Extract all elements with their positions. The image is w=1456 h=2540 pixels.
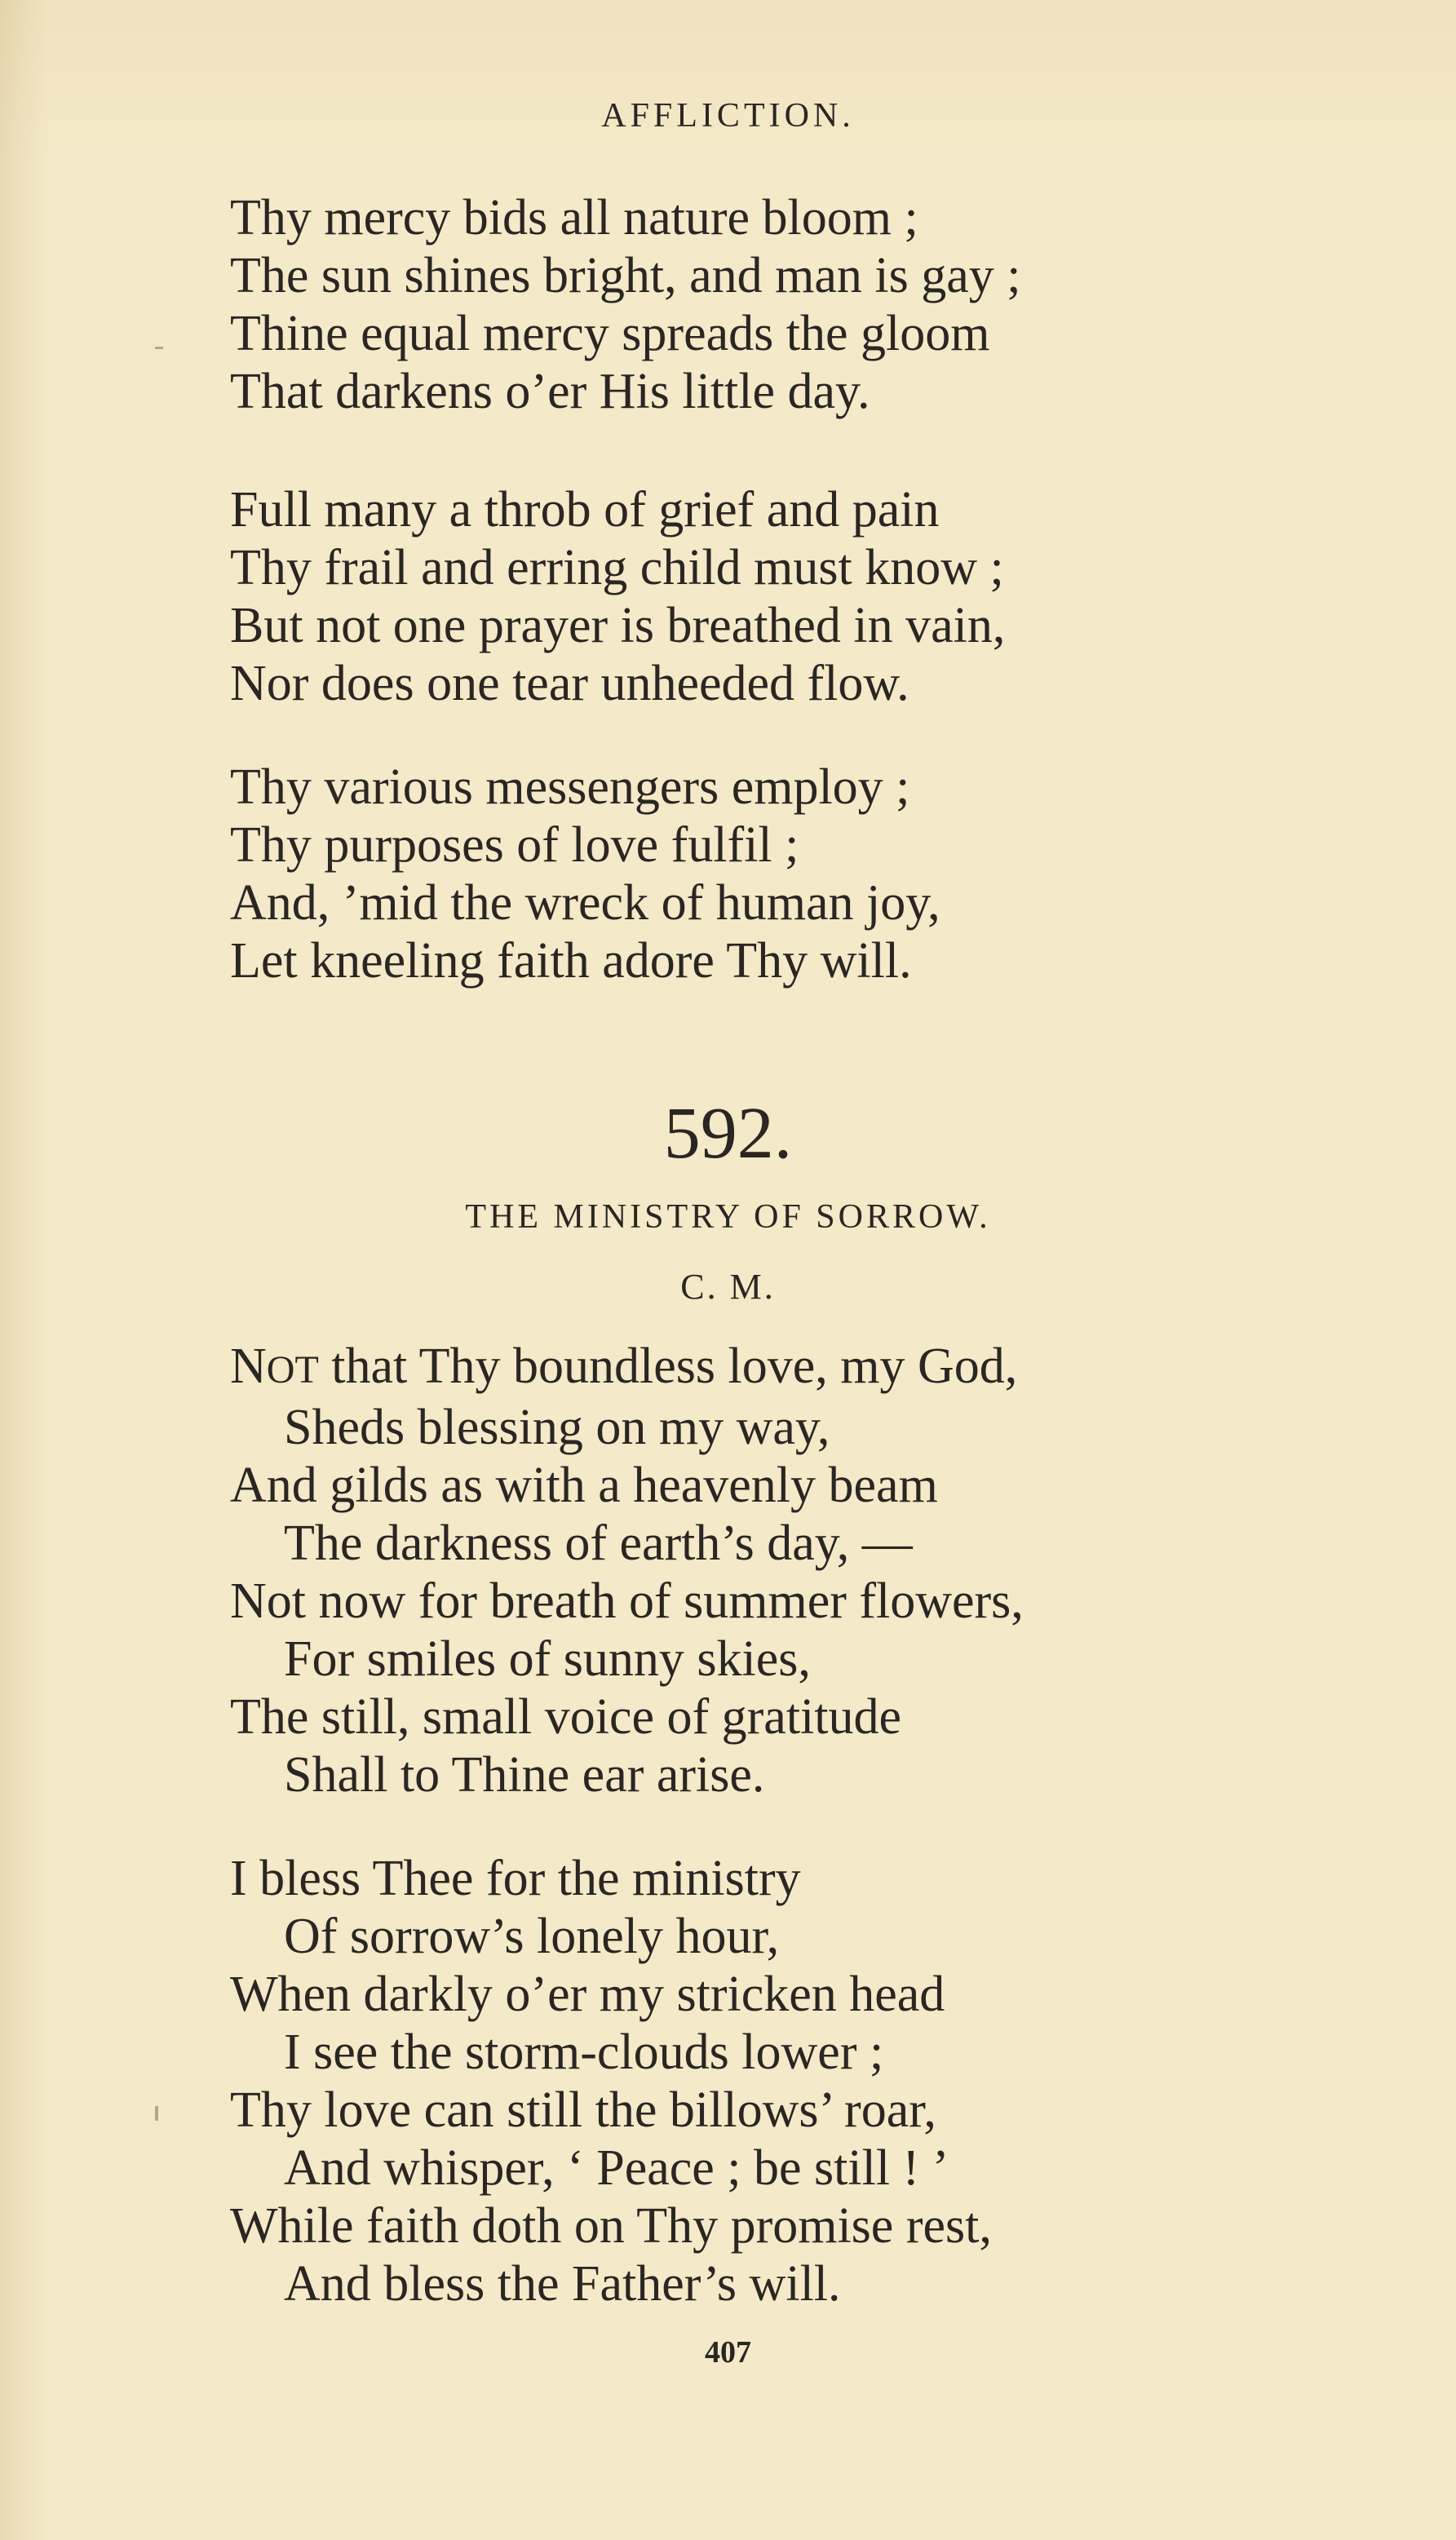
verse-line: While faith doth on Thy promise rest,	[230, 2198, 992, 2254]
hymn-title: THE MINISTRY OF SORROW.	[465, 1198, 991, 1236]
verse-line: I see the storm-clouds lower ;	[284, 2024, 884, 2080]
first-line-rest: that Thy boundless love, my God,	[318, 1339, 1018, 1394]
page-number: 407	[705, 2335, 751, 2370]
verse-line: When darkly o’er my stricken head	[230, 1967, 945, 2022]
verse-line: And bless the Father’s will.	[284, 2256, 841, 2312]
verse-line: Of sorrow’s lonely hour,	[284, 1909, 780, 1964]
small-caps-word: OT	[266, 1348, 319, 1392]
verse-line: Not now for breath of summer flowers,	[230, 1573, 1024, 1629]
verse-line: Thy frail and erring child must know ;	[230, 540, 1004, 595]
verse-line: Nor does one tear unheeded flow.	[230, 656, 909, 711]
verse-line: That darkens o’er His little day.	[230, 364, 870, 419]
verse-line	[230, 1338, 1024, 1399]
running-head: AFFLICTION.	[601, 97, 855, 135]
verse-line: Thine equal mercy spreads the gloom	[230, 306, 990, 361]
verse-line: Let kneeling faith adore Thy will.	[230, 933, 912, 989]
verse-line: Thy purposes of love fulfil ;	[230, 817, 799, 873]
verse-line: And, ’mid the wreck of human joy,	[230, 875, 940, 931]
verse-line: Thy love can still the billows’ roar,	[230, 2082, 936, 2138]
verse-line: Thy mercy bids all nature bloom ;	[230, 190, 918, 246]
print-mark	[155, 347, 163, 349]
verse-line: For smiles of sunny skies,	[284, 1631, 811, 1687]
verse-line: The darkness of earth’s day, —	[284, 1516, 913, 1571]
verse-line: And gilds as with a heavenly beam	[230, 1458, 938, 1513]
verse-line: But not one prayer is breathed in vain,	[230, 598, 1006, 653]
verse-line: Shall to Thine ear arise.	[284, 1747, 765, 1803]
print-mark	[155, 2106, 158, 2121]
hymn-stanza-1	[230, 1338, 1024, 1804]
verse-line: The still, small voice of gratitude	[230, 1689, 902, 1745]
verse-line: The sun shines bright, and man is gay ;	[230, 248, 1021, 303]
verse-line: Sheds blessing on my way,	[284, 1400, 830, 1455]
hymn-stanza-2	[230, 1850, 992, 2313]
hymn-number: 592.	[663, 1093, 793, 1174]
stanza-1	[230, 189, 1020, 421]
hymn-meter: C. M.	[680, 1267, 776, 1307]
verse-line: And whisper, ‘ Peace ; be still ! ’	[284, 2140, 949, 2196]
drop-initial: N	[230, 1339, 267, 1394]
verse-line: Full many a throb of grief and pain	[230, 482, 940, 538]
stanza-3	[230, 759, 940, 990]
stanza-2	[230, 481, 1005, 713]
verse-line: I bless Thee for the ministry	[230, 1851, 801, 1906]
verse-line: Thy various messengers employ ;	[230, 759, 910, 815]
